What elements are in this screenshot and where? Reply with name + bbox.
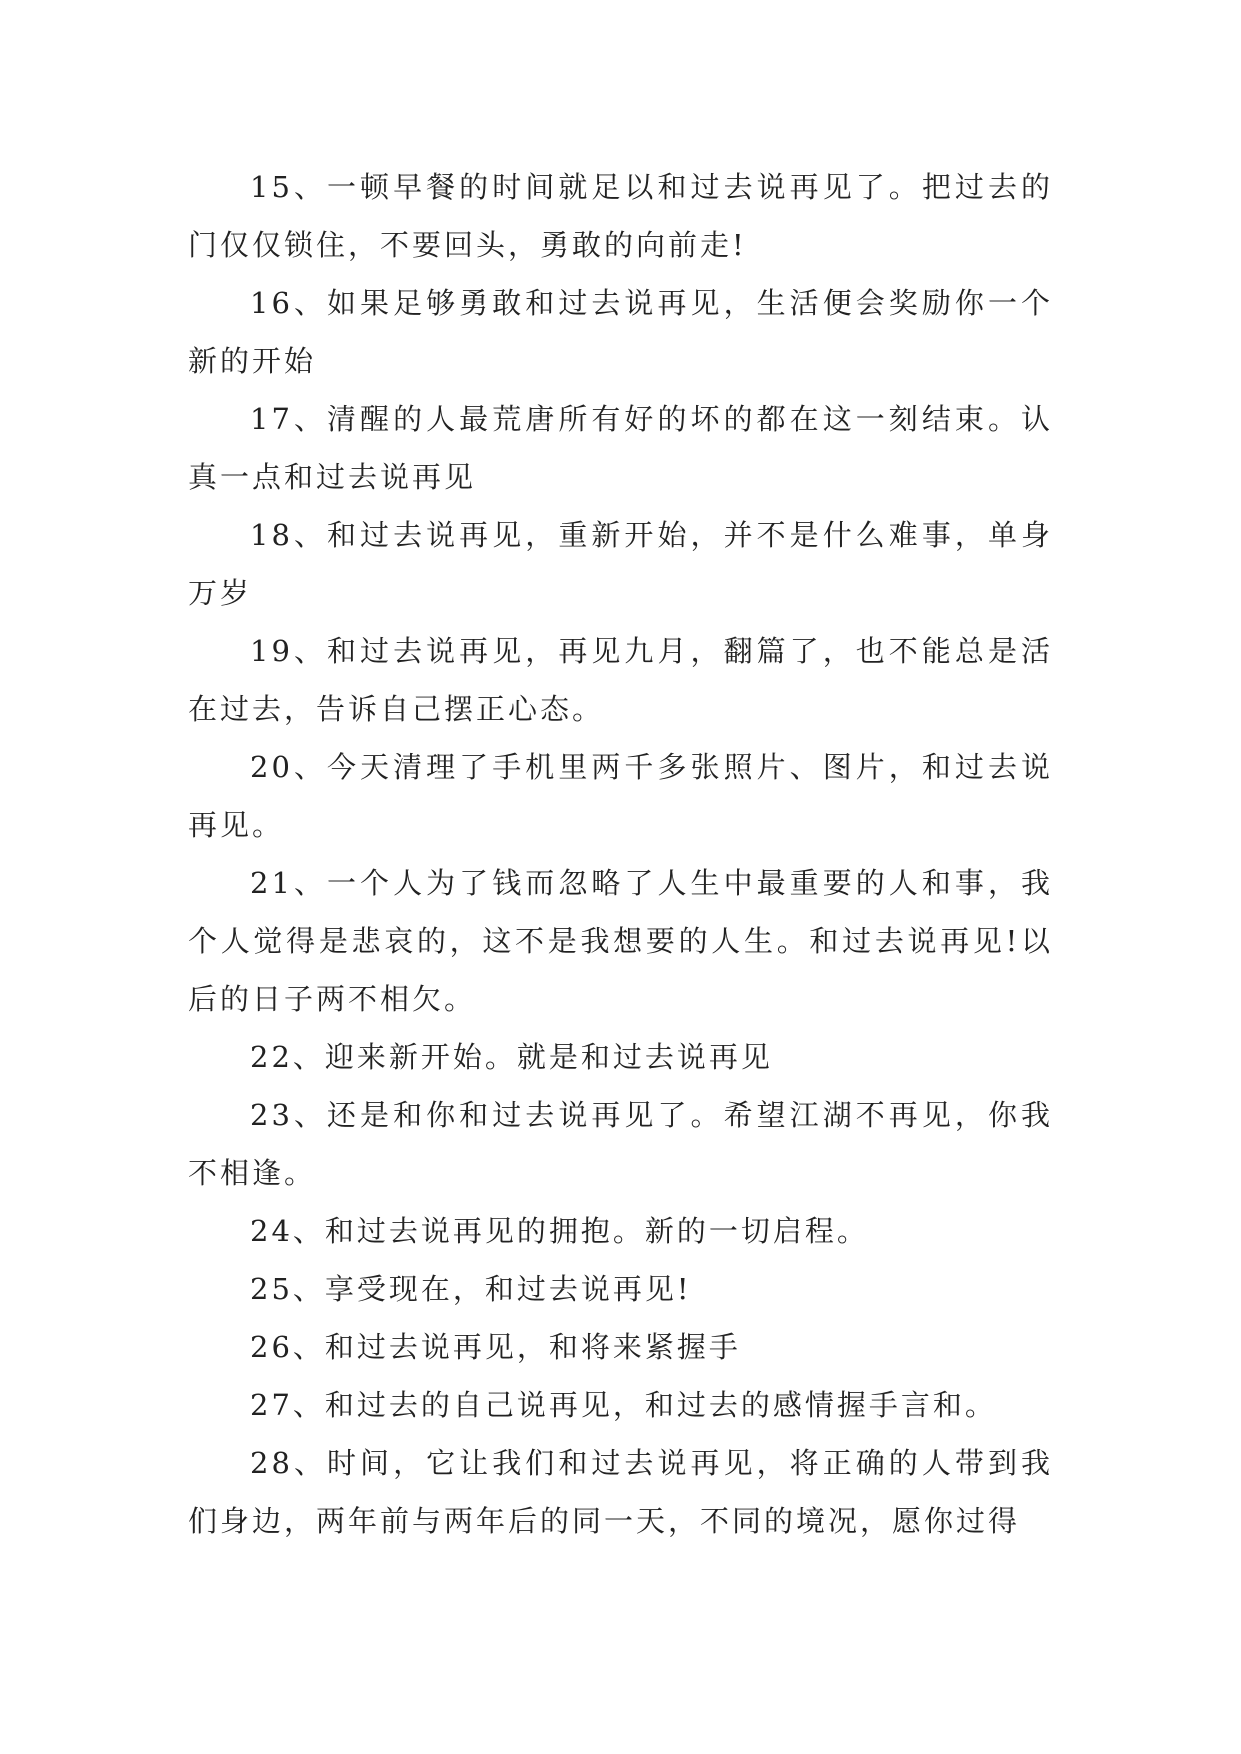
document-body <box>188 158 1053 1550</box>
paragraph-28: 28、时间，它让我们和过去说再见，将正确的人带到我们身边，两年前与两年后的同一天，不同的境况，愿你过得 <box>188 1446 1053 1538</box>
paragraph-24: 24、和过去说再见的拥抱。新的一切启程。 <box>250 1214 869 1248</box>
paragraph-26: 26、和过去说再见，和将来紧握手 <box>250 1330 741 1364</box>
paragraph-19: 19、和过去说再见，再见九月，翻篇了，也不能总是活在过去，告诉自己摆正心态。 <box>188 634 1053 726</box>
paragraph-16: 16、如果足够勇敢和过去说再见，生活便会奖励你一个新的开始 <box>188 286 1053 378</box>
paragraph-23: 23、还是和你和过去说再见了。希望江湖不再见，你我不相逢。 <box>188 1098 1053 1190</box>
paragraph-21: 21、一个人为了钱而忽略了人生中最重要的人和事，我个人觉得是悲哀的，这不是我想要的人生。和过去说再见!以后的日子两不相欠。 <box>188 866 1053 1016</box>
paragraph-15: 15、一顿早餐的时间就足以和过去说再见了。把过去的门仅仅锁住，不要回头，勇敢的向前走! <box>188 170 1053 262</box>
paragraph-27: 27、和过去的自己说再见，和过去的感情握手言和。 <box>250 1388 997 1422</box>
paragraph-22: 22、迎来新开始。就是和过去说再见 <box>250 1040 773 1074</box>
paragraph-20: 20、今天清理了手机里两千多张照片、图片，和过去说再见。 <box>188 750 1053 842</box>
paragraph-25: 25、享受现在，和过去说再见! <box>250 1272 692 1306</box>
paragraph-17: 17、清醒的人最荒唐所有好的坏的都在这一刻结束。认真一点和过去说再见 <box>188 402 1053 494</box>
paragraph-18: 18、和过去说再见，重新开始，并不是什么难事，单身万岁 <box>188 518 1053 610</box>
